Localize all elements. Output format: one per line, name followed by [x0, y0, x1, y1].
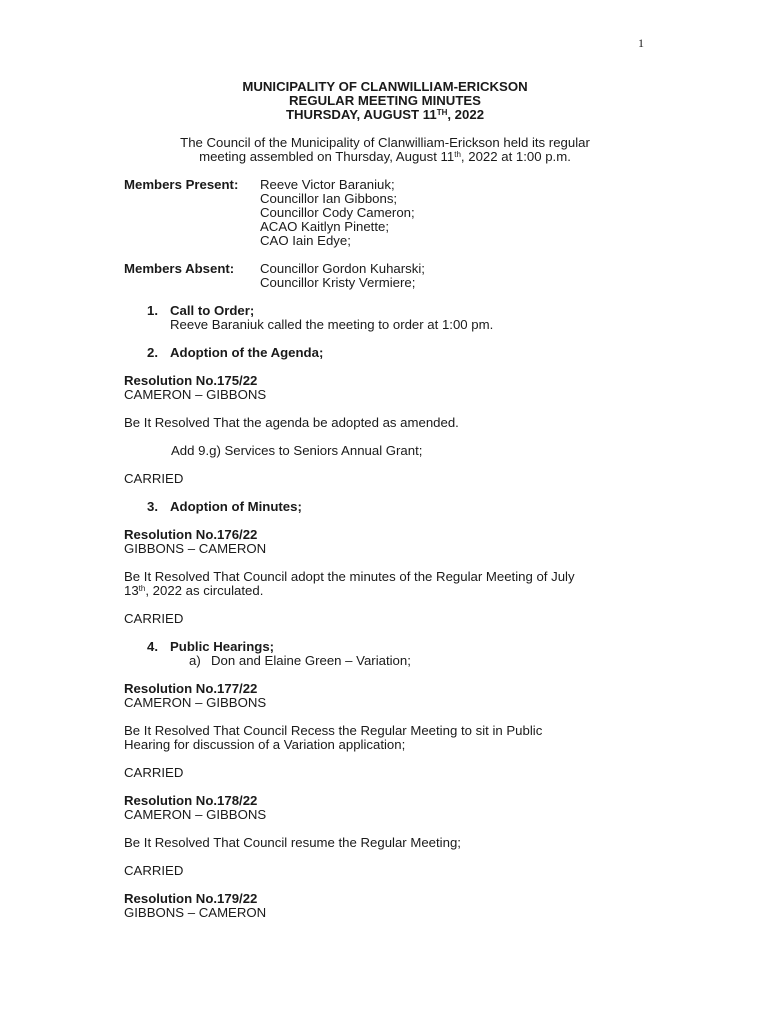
item-title: Public Hearings;: [170, 639, 275, 654]
members-absent-label: Members Absent:: [124, 261, 235, 276]
member-name: Reeve Victor Baraniuk;: [260, 177, 395, 192]
members-absent-list: [260, 262, 425, 290]
resolution-number: Resolution No.177/22: [124, 681, 258, 696]
member-name: Councillor Cody Cameron;: [260, 205, 415, 220]
item-title: Call to Order;: [170, 303, 255, 318]
members-present-list: [260, 178, 415, 248]
resolution-text: [124, 570, 654, 598]
intro-paragraph: [0, 136, 770, 164]
member-name: ACAO Kaitlyn Pinette;: [260, 219, 390, 234]
resolution-text-line: Be It Resolved That Council adopt the minutes of the Regular Meeting of July: [124, 569, 575, 584]
resolution-movers: GIBBONS – CAMERON: [124, 541, 267, 556]
resolution-176: [124, 528, 266, 556]
meeting-date: [0, 108, 770, 122]
resolution-movers: CAMERON – GIBBONS: [124, 387, 267, 402]
municipality-title: MUNICIPALITY OF CLANWILLIAM-ERICKSON: [242, 79, 528, 94]
resolution-number: Resolution No.178/22: [124, 793, 258, 808]
intro-line-2-end: , 2022 at 1:00 p.m.: [460, 149, 571, 164]
intro-line-2-suffix: th: [454, 150, 461, 159]
resolution-text: [124, 416, 654, 430]
subitem-text: Don and Elaine Green – Variation;: [211, 653, 411, 668]
item-number: 2.: [147, 345, 158, 360]
resolution-result: CARRIED: [124, 471, 184, 486]
item-title: Adoption of the Agenda;: [170, 345, 324, 360]
member-name: Councillor Kristy Vermiere;: [260, 275, 416, 290]
intro-line-1: The Council of the Municipality of Clanwilliam-Erickson held its regular: [180, 135, 590, 150]
resolution-date-day: 13: [124, 583, 139, 598]
resolution-text-line: Be It Resolved That Council resume the Regular Meeting;: [124, 835, 461, 850]
item-number: 1.: [147, 303, 158, 318]
resolution-178: [124, 794, 266, 822]
member-name: Councillor Ian Gibbons;: [260, 191, 398, 206]
resolution-text-line: Be It Resolved That the agenda be adopted as amended.: [124, 415, 459, 430]
document-header: [0, 80, 770, 122]
resolution-text: [124, 836, 654, 850]
meeting-date-year: , 2022: [447, 107, 485, 122]
item-body: Reeve Baraniuk called the meeting to order at 1:00 pm.: [170, 317, 494, 332]
resolution-movers: GIBBONS – CAMERON: [124, 905, 267, 920]
resolution-date-rest: , 2022 as circulated.: [145, 583, 264, 598]
resolution-179: [124, 892, 266, 920]
intro-line-2: [0, 150, 770, 164]
meeting-date-main: THURSDAY, AUGUST 11: [285, 107, 437, 122]
resolution-result: CARRIED: [124, 611, 184, 626]
resolution-result: CARRIED: [124, 765, 184, 780]
subitem-letter: a): [189, 653, 201, 668]
document-title: REGULAR MEETING MINUTES: [289, 93, 481, 108]
intro-line-2-main: meeting assembled on Thursday, August 11: [199, 149, 455, 164]
resolution-movers: CAMERON – GIBBONS: [124, 807, 267, 822]
agenda-amendment-note: Add 9.g) Services to Seniors Annual Grant;: [171, 443, 423, 458]
resolution-text-line: Be It Resolved That Council Recess the Regular Meeting to sit in Public: [124, 723, 543, 738]
resolution-movers: CAMERON – GIBBONS: [124, 695, 267, 710]
resolution-date-suffix: th: [138, 584, 146, 593]
item-number: 4.: [147, 639, 158, 654]
meeting-date-suffix: TH: [436, 108, 448, 117]
resolution-text: [124, 724, 654, 752]
resolution-175: [124, 374, 266, 402]
resolution-177: [124, 682, 266, 710]
resolution-number: Resolution No.179/22: [124, 891, 258, 906]
resolution-result: CARRIED: [124, 863, 184, 878]
page-number: 1: [638, 36, 644, 50]
resolution-number: Resolution No.175/22: [124, 373, 258, 388]
item-number: 3.: [147, 499, 158, 514]
member-name: CAO Iain Edye;: [260, 233, 351, 248]
resolution-number: Resolution No.176/22: [124, 527, 258, 542]
resolution-text-line: Hearing for discussion of a Variation application;: [124, 737, 406, 752]
resolution-text-line: [124, 584, 654, 598]
member-name: Councillor Gordon Kuharski;: [260, 261, 425, 276]
members-present-label: Members Present:: [124, 177, 239, 192]
item-title: Adoption of Minutes;: [170, 499, 302, 514]
